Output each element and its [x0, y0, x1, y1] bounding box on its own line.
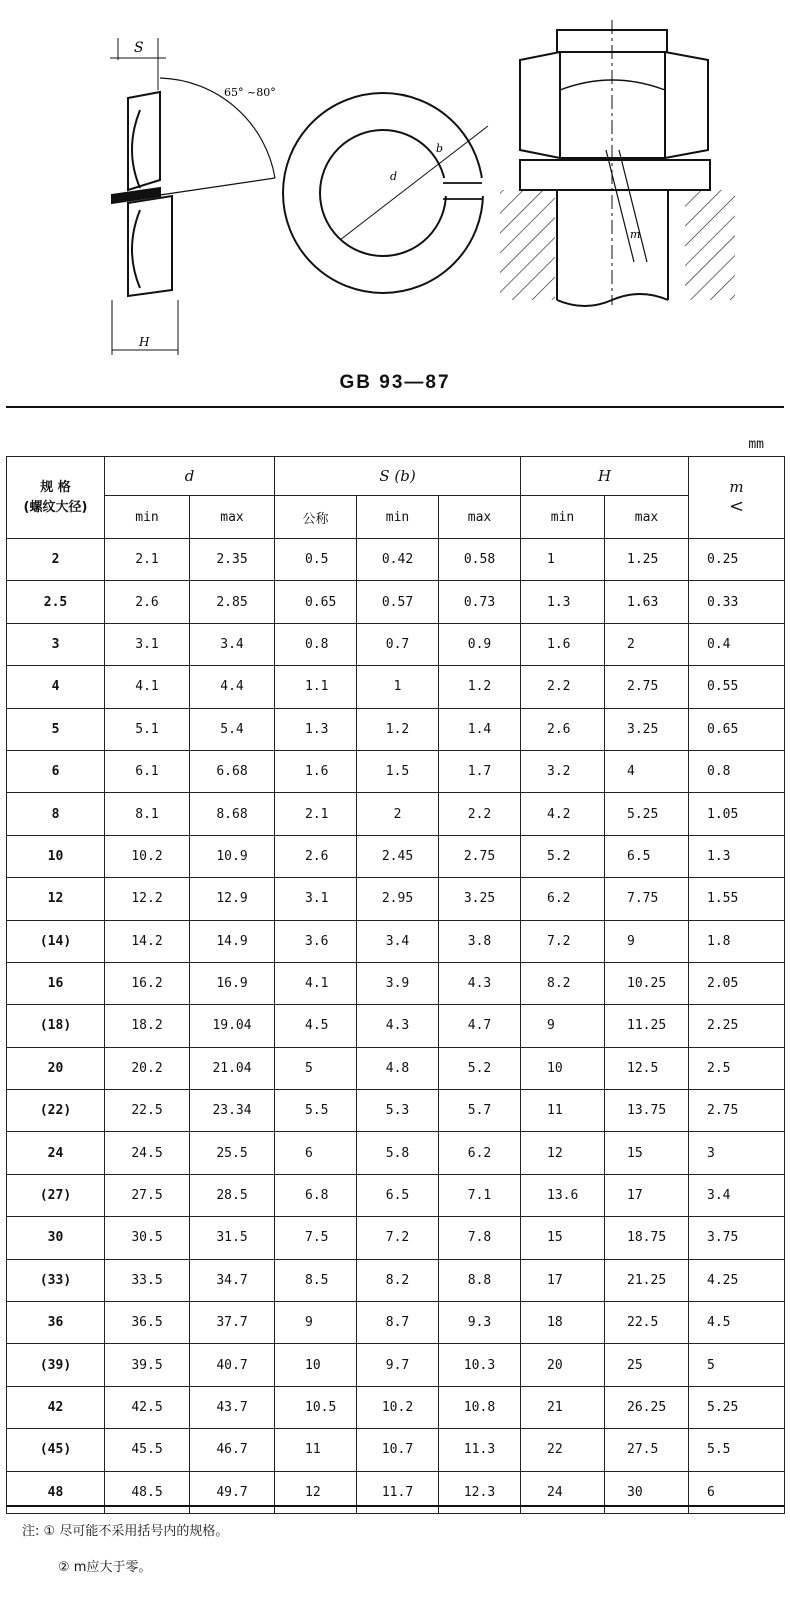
- cell-d-min: 39.5: [105, 1344, 190, 1386]
- cell-d-max: 5.4: [190, 708, 275, 750]
- cell-s-nominal: 0.8: [275, 623, 357, 665]
- cell-m: 1.55: [689, 878, 785, 920]
- cell-s-nominal: 6.8: [275, 1174, 357, 1216]
- cell-m: 3: [689, 1132, 785, 1174]
- cell-m: 2.25: [689, 1005, 785, 1047]
- table-row: [7, 1429, 785, 1471]
- cell-h-max: 13.75: [605, 1090, 689, 1132]
- cell-h-max: 4: [605, 750, 689, 792]
- cell-s-nominal: 10: [275, 1344, 357, 1386]
- cell-spec: 6: [7, 750, 105, 792]
- cell-s-nominal: 12: [275, 1471, 357, 1513]
- washer-drawing-svg: [0, 0, 790, 370]
- cell-d-min: 6.1: [105, 750, 190, 792]
- cell-s-min: 5.8: [357, 1132, 439, 1174]
- bottom-rule: [6, 1505, 784, 1507]
- cell-d-min: 36.5: [105, 1302, 190, 1344]
- cell-d-min: 4.1: [105, 666, 190, 708]
- subheader-s-max: max: [439, 496, 521, 539]
- cell-m: 1.3: [689, 835, 785, 877]
- cell-s-min: 4.3: [357, 1005, 439, 1047]
- notes-prefix: 注:: [22, 1524, 40, 1539]
- cell-s-nominal: 5.5: [275, 1090, 357, 1132]
- cell-s-min: 9.7: [357, 1344, 439, 1386]
- table-row: [7, 1047, 785, 1089]
- cell-h-min: 17: [521, 1259, 605, 1301]
- cell-s-min: 4.8: [357, 1047, 439, 1089]
- cell-s-nominal: 1.1: [275, 666, 357, 708]
- cell-spec: 5: [7, 708, 105, 750]
- cell-s-min: 0.57: [357, 581, 439, 623]
- cell-m: 1.05: [689, 793, 785, 835]
- cell-s-min: 3.9: [357, 962, 439, 1004]
- cell-h-max: 26.25: [605, 1386, 689, 1428]
- cell-spec: 10: [7, 835, 105, 877]
- spec-table-body: [7, 539, 785, 1514]
- cell-d-min: 5.1: [105, 708, 190, 750]
- header-m-sub: <: [728, 496, 745, 517]
- cell-s-min: 0.42: [357, 539, 439, 581]
- cell-spec: 48: [7, 1471, 105, 1513]
- cell-s-max: 10.3: [439, 1344, 521, 1386]
- cell-d-max: 21.04: [190, 1047, 275, 1089]
- table-row: [7, 1132, 785, 1174]
- cell-s-nominal: 1.3: [275, 708, 357, 750]
- cell-h-max: 9: [605, 920, 689, 962]
- cell-d-min: 2.1: [105, 539, 190, 581]
- table-row: [7, 962, 785, 1004]
- table-row: [7, 1090, 785, 1132]
- cell-spec: 36: [7, 1302, 105, 1344]
- table-row: [7, 623, 785, 665]
- cell-h-min: 8.2: [521, 962, 605, 1004]
- cell-d-max: 4.4: [190, 666, 275, 708]
- header-spec: [7, 457, 105, 539]
- label-s: S: [134, 40, 144, 56]
- cell-m: 0.33: [689, 581, 785, 623]
- cell-s-min: 2: [357, 793, 439, 835]
- cell-d-max: 19.04: [190, 1005, 275, 1047]
- cell-s-min: 10.7: [357, 1429, 439, 1471]
- cell-h-min: 20: [521, 1344, 605, 1386]
- cell-s-max: 3.25: [439, 878, 521, 920]
- cell-d-max: 16.9: [190, 962, 275, 1004]
- cell-spec: 30: [7, 1217, 105, 1259]
- cell-d-max: 28.5: [190, 1174, 275, 1216]
- cell-d-max: 37.7: [190, 1302, 275, 1344]
- cell-s-max: 7.1: [439, 1174, 521, 1216]
- cell-h-min: 15: [521, 1217, 605, 1259]
- cell-h-max: 7.75: [605, 878, 689, 920]
- cell-s-min: 5.3: [357, 1090, 439, 1132]
- cell-s-nominal: 2.6: [275, 835, 357, 877]
- cell-d-min: 48.5: [105, 1471, 190, 1513]
- cell-h-min: 1.6: [521, 623, 605, 665]
- standard-code: GB 93—87: [339, 372, 451, 393]
- cell-h-max: 30: [605, 1471, 689, 1513]
- cell-d-max: 25.5: [190, 1132, 275, 1174]
- cell-h-min: 18: [521, 1302, 605, 1344]
- cell-m: 3.75: [689, 1217, 785, 1259]
- table-row: [7, 666, 785, 708]
- label-m: m: [630, 228, 641, 241]
- cell-d-max: 14.9: [190, 920, 275, 962]
- label-h: H: [139, 335, 150, 349]
- header-d: d: [105, 457, 275, 496]
- cell-h-min: 12: [521, 1132, 605, 1174]
- cell-d-min: 2.6: [105, 581, 190, 623]
- cell-h-max: 11.25: [605, 1005, 689, 1047]
- cell-d-min: 12.2: [105, 878, 190, 920]
- cell-s-max: 5.7: [439, 1090, 521, 1132]
- cell-spec: 24: [7, 1132, 105, 1174]
- cell-d-max: 34.7: [190, 1259, 275, 1301]
- cell-s-min: 1.5: [357, 750, 439, 792]
- notes: [22, 1514, 228, 1586]
- cell-d-min: 30.5: [105, 1217, 190, 1259]
- subheader-h-max: max: [605, 496, 689, 539]
- table-row: [7, 750, 785, 792]
- header-h: H: [521, 457, 689, 496]
- cell-s-min: 2.45: [357, 835, 439, 877]
- header-spec-line1: 规 格: [40, 479, 71, 495]
- cell-h-min: 7.2: [521, 920, 605, 962]
- cell-d-max: 49.7: [190, 1471, 275, 1513]
- cell-s-nominal: 4.5: [275, 1005, 357, 1047]
- cell-h-min: 6.2: [521, 878, 605, 920]
- cell-m: 0.4: [689, 623, 785, 665]
- table-row: [7, 1471, 785, 1513]
- table-row: [7, 1259, 785, 1301]
- cell-s-max: 0.73: [439, 581, 521, 623]
- label-angle: 65° ~80°: [224, 86, 276, 99]
- cell-s-nominal: 8.5: [275, 1259, 357, 1301]
- cell-spec: (33): [7, 1259, 105, 1301]
- table-row: [7, 835, 785, 877]
- cell-d-max: 31.5: [190, 1217, 275, 1259]
- cell-d-min: 33.5: [105, 1259, 190, 1301]
- cell-h-min: 1.3: [521, 581, 605, 623]
- table-row: [7, 539, 785, 581]
- cell-h-max: 2.75: [605, 666, 689, 708]
- cell-spec: (45): [7, 1429, 105, 1471]
- cell-s-max: 1.7: [439, 750, 521, 792]
- cell-h-max: 3.25: [605, 708, 689, 750]
- subheader-s-nominal: 公称: [275, 496, 357, 539]
- cell-m: 5: [689, 1344, 785, 1386]
- cell-spec: 20: [7, 1047, 105, 1089]
- spec-table: [6, 456, 785, 1514]
- cell-s-min: 11.7: [357, 1471, 439, 1513]
- cell-s-min: 8.2: [357, 1259, 439, 1301]
- cell-d-min: 16.2: [105, 962, 190, 1004]
- cell-s-min: 2.95: [357, 878, 439, 920]
- cell-d-max: 12.9: [190, 878, 275, 920]
- cell-h-min: 3.2: [521, 750, 605, 792]
- cell-h-min: 10: [521, 1047, 605, 1089]
- cell-s-nominal: 9: [275, 1302, 357, 1344]
- cell-m: 2.75: [689, 1090, 785, 1132]
- cell-d-max: 23.34: [190, 1090, 275, 1132]
- cell-d-min: 10.2: [105, 835, 190, 877]
- cell-d-min: 42.5: [105, 1386, 190, 1428]
- cell-s-max: 4.7: [439, 1005, 521, 1047]
- cell-s-nominal: 0.65: [275, 581, 357, 623]
- unit-label: mm: [748, 437, 764, 452]
- cell-h-min: 5.2: [521, 835, 605, 877]
- table-row: [7, 1344, 785, 1386]
- cell-h-min: 2.2: [521, 666, 605, 708]
- cell-spec: (22): [7, 1090, 105, 1132]
- cell-d-min: 20.2: [105, 1047, 190, 1089]
- cell-d-max: 43.7: [190, 1386, 275, 1428]
- cell-h-max: 6.5: [605, 835, 689, 877]
- cell-d-max: 2.85: [190, 581, 275, 623]
- cell-m: 6: [689, 1471, 785, 1513]
- cell-d-min: 18.2: [105, 1005, 190, 1047]
- cell-s-min: 1.2: [357, 708, 439, 750]
- subheader-d-max: max: [190, 496, 275, 539]
- cell-h-min: 1: [521, 539, 605, 581]
- cell-s-nominal: 6: [275, 1132, 357, 1174]
- cell-h-max: 15: [605, 1132, 689, 1174]
- cell-d-max: 40.7: [190, 1344, 275, 1386]
- cell-h-min: 4.2: [521, 793, 605, 835]
- header-m: [689, 457, 785, 539]
- table-row: [7, 1005, 785, 1047]
- cell-h-max: 17: [605, 1174, 689, 1216]
- cell-h-min: 13.6: [521, 1174, 605, 1216]
- cell-s-nominal: 3.6: [275, 920, 357, 962]
- cell-h-max: 1.25: [605, 539, 689, 581]
- cell-h-min: 2.6: [521, 708, 605, 750]
- cell-s-min: 7.2: [357, 1217, 439, 1259]
- cell-h-min: 9: [521, 1005, 605, 1047]
- cell-m: 3.4: [689, 1174, 785, 1216]
- subheader-h-min: min: [521, 496, 605, 539]
- cell-s-nominal: 11: [275, 1429, 357, 1471]
- table-row: [7, 581, 785, 623]
- cell-m: 5.25: [689, 1386, 785, 1428]
- cell-h-max: 21.25: [605, 1259, 689, 1301]
- cell-s-max: 10.8: [439, 1386, 521, 1428]
- cell-s-max: 5.2: [439, 1047, 521, 1089]
- note-1-text: ① 尽可能不采用括号内的规格。: [43, 1524, 229, 1539]
- cell-d-max: 46.7: [190, 1429, 275, 1471]
- cell-d-min: 22.5: [105, 1090, 190, 1132]
- cell-s-nominal: 0.5: [275, 539, 357, 581]
- cell-m: 0.8: [689, 750, 785, 792]
- cell-s-max: 2.75: [439, 835, 521, 877]
- note-1: [22, 1514, 228, 1550]
- table-row: [7, 793, 785, 835]
- cell-d-max: 2.35: [190, 539, 275, 581]
- cell-s-max: 0.58: [439, 539, 521, 581]
- table-row: [7, 1386, 785, 1428]
- cell-m: 4.25: [689, 1259, 785, 1301]
- cell-s-max: 7.8: [439, 1217, 521, 1259]
- cell-d-min: 14.2: [105, 920, 190, 962]
- cell-h-max: 25: [605, 1344, 689, 1386]
- cell-h-min: 11: [521, 1090, 605, 1132]
- cell-s-min: 0.7: [357, 623, 439, 665]
- cell-s-nominal: 4.1: [275, 962, 357, 1004]
- subheader-s-min: min: [357, 496, 439, 539]
- cell-h-min: 22: [521, 1429, 605, 1471]
- cell-spec: 2.5: [7, 581, 105, 623]
- cell-s-max: 6.2: [439, 1132, 521, 1174]
- table-row: [7, 878, 785, 920]
- cell-h-max: 27.5: [605, 1429, 689, 1471]
- cell-m: 2.5: [689, 1047, 785, 1089]
- cell-s-max: 8.8: [439, 1259, 521, 1301]
- label-b: b: [436, 142, 444, 155]
- cell-spec: 42: [7, 1386, 105, 1428]
- cell-spec: (18): [7, 1005, 105, 1047]
- cell-h-max: 5.25: [605, 793, 689, 835]
- cell-s-nominal: 10.5: [275, 1386, 357, 1428]
- cell-s-min: 10.2: [357, 1386, 439, 1428]
- cell-spec: 4: [7, 666, 105, 708]
- table-row: [7, 1302, 785, 1344]
- cell-spec: 8: [7, 793, 105, 835]
- cell-m: 0.55: [689, 666, 785, 708]
- top-view: [283, 93, 490, 293]
- cell-s-nominal: 1.6: [275, 750, 357, 792]
- cell-s-max: 0.9: [439, 623, 521, 665]
- cell-m: 1.8: [689, 920, 785, 962]
- cell-d-max: 6.68: [190, 750, 275, 792]
- cell-d-max: 10.9: [190, 835, 275, 877]
- cell-s-nominal: 5: [275, 1047, 357, 1089]
- cell-spec: 3: [7, 623, 105, 665]
- cell-spec: 2: [7, 539, 105, 581]
- cell-spec: (27): [7, 1174, 105, 1216]
- subheader-d-min: min: [105, 496, 190, 539]
- cell-m: 0.25: [689, 539, 785, 581]
- cell-m: 0.65: [689, 708, 785, 750]
- cell-s-max: 11.3: [439, 1429, 521, 1471]
- cell-s-max: 9.3: [439, 1302, 521, 1344]
- cell-h-min: 21: [521, 1386, 605, 1428]
- cell-spec: (14): [7, 920, 105, 962]
- cell-h-max: 1.63: [605, 581, 689, 623]
- cell-s-nominal: 3.1: [275, 878, 357, 920]
- cell-h-max: 2: [605, 623, 689, 665]
- cell-d-min: 24.5: [105, 1132, 190, 1174]
- cell-s-max: 3.8: [439, 920, 521, 962]
- label-d: d: [390, 170, 398, 183]
- cell-s-min: 1: [357, 666, 439, 708]
- cell-spec: (39): [7, 1344, 105, 1386]
- cell-h-max: 22.5: [605, 1302, 689, 1344]
- cell-spec: 12: [7, 878, 105, 920]
- table-row: [7, 1174, 785, 1216]
- table-row: [7, 708, 785, 750]
- cell-s-nominal: 2.1: [275, 793, 357, 835]
- header-m-label: m: [729, 478, 744, 496]
- cell-s-min: 8.7: [357, 1302, 439, 1344]
- table-row: [7, 1217, 785, 1259]
- cell-s-min: 6.5: [357, 1174, 439, 1216]
- cell-s-max: 2.2: [439, 793, 521, 835]
- note-2-text: ② m应大于零。: [58, 1560, 152, 1575]
- washer-drawing: [0, 0, 790, 370]
- cell-d-max: 8.68: [190, 793, 275, 835]
- cell-s-max: 4.3: [439, 962, 521, 1004]
- cell-d-min: 27.5: [105, 1174, 190, 1216]
- cell-h-max: 18.75: [605, 1217, 689, 1259]
- header-spec-line2: (螺纹大径): [23, 499, 88, 515]
- cell-d-max: 3.4: [190, 623, 275, 665]
- cell-h-min: 24: [521, 1471, 605, 1513]
- cell-spec: 16: [7, 962, 105, 1004]
- cell-m: 5.5: [689, 1429, 785, 1471]
- cell-s-min: 3.4: [357, 920, 439, 962]
- cell-s-max: 1.4: [439, 708, 521, 750]
- cell-d-min: 45.5: [105, 1429, 190, 1471]
- cell-s-max: 1.2: [439, 666, 521, 708]
- cell-m: 4.5: [689, 1302, 785, 1344]
- table-row: [7, 920, 785, 962]
- cell-h-max: 10.25: [605, 962, 689, 1004]
- assembly-view: [500, 20, 735, 306]
- cell-d-min: 3.1: [105, 623, 190, 665]
- cell-h-max: 12.5: [605, 1047, 689, 1089]
- cell-s-nominal: 7.5: [275, 1217, 357, 1259]
- header-s: S (b): [275, 457, 521, 496]
- cell-d-min: 8.1: [105, 793, 190, 835]
- top-rule: [6, 406, 784, 408]
- cell-s-max: 12.3: [439, 1471, 521, 1513]
- cell-m: 2.05: [689, 962, 785, 1004]
